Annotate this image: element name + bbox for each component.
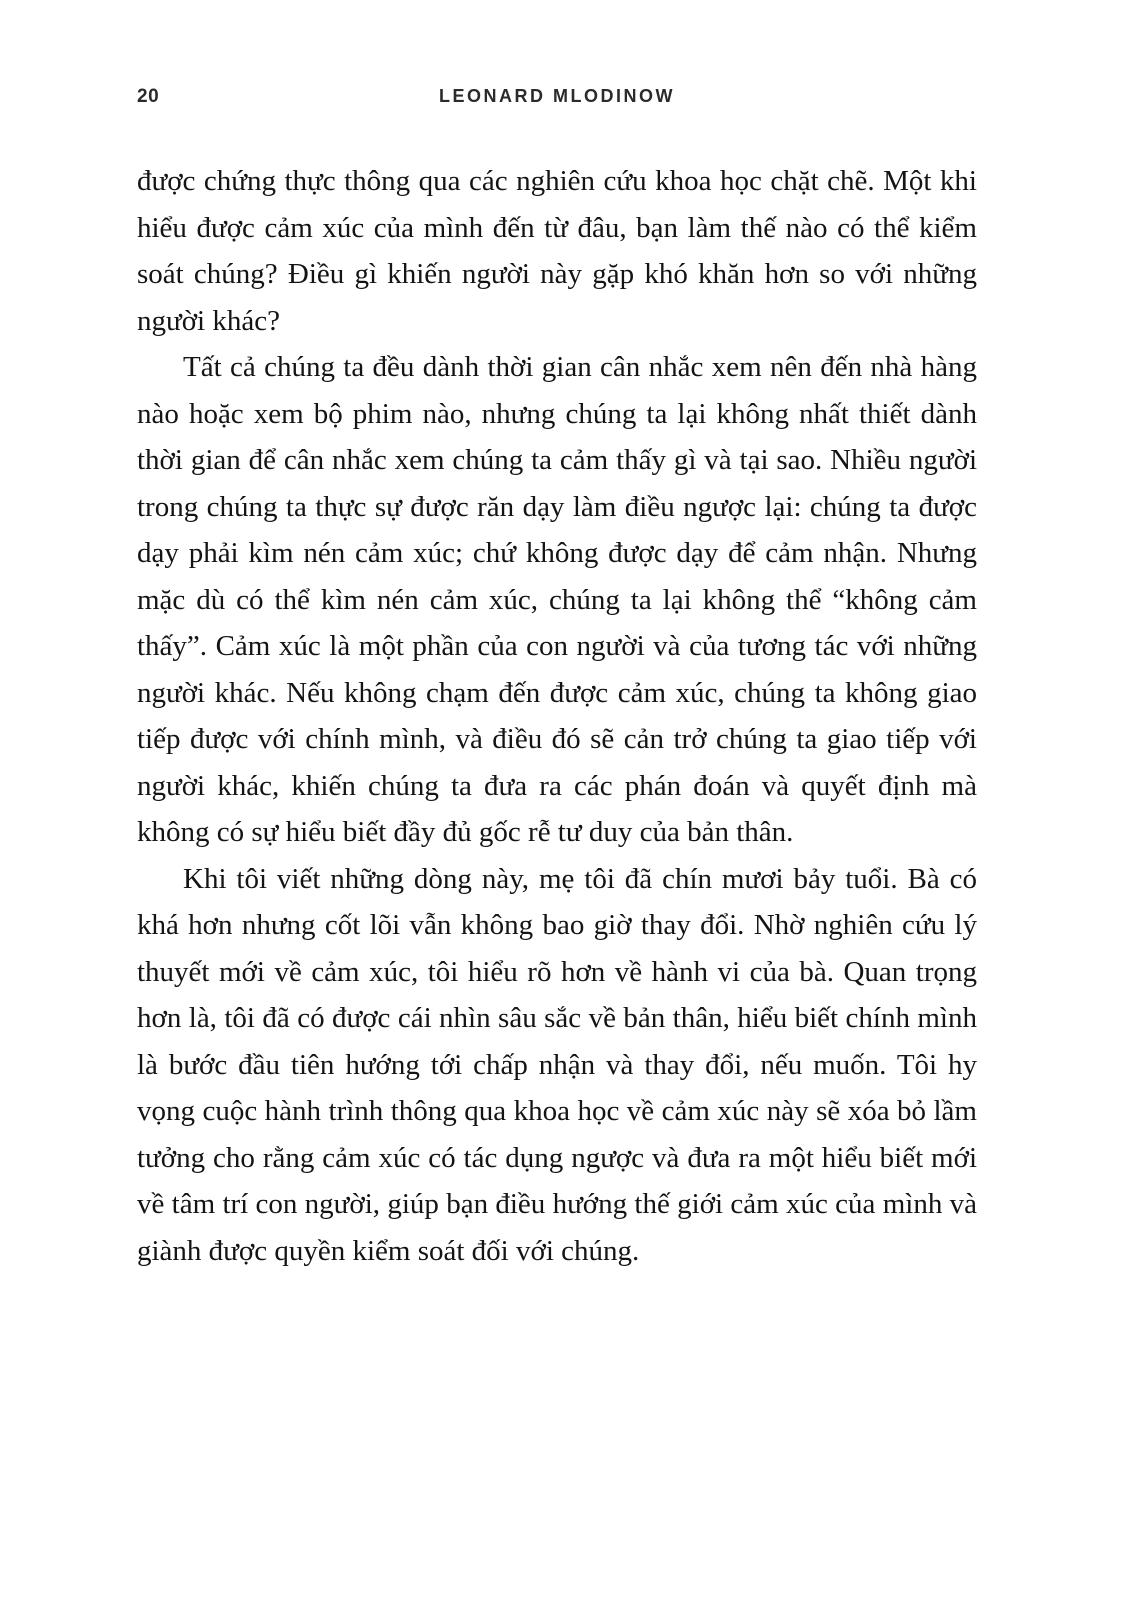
paragraph-1: được chứng thực thông qua các nghiên cứu khoa học chặt chẽ. Một khi hiểu được cảm xúc của mình đến từ đâu, bạn làm thế nào có thể kiểm soát chúng? Điều gì khiến người này gặp khó khăn hơn so với những người khác?: [137, 165, 977, 337]
page-number: 20: [137, 86, 160, 107]
running-header-title: LEONARD MLODINOW: [439, 86, 675, 106]
running-head: [137, 86, 977, 112]
body-text: [137, 158, 977, 1274]
paragraph-3: Khi tôi viết những dòng này, mẹ tôi đã chín mươi bảy tuổi. Bà có khá hơn nhưng cốt lõi vẫn không bao giờ thay đổi. Nhờ nghiên cứu lý thuyết mới về cảm xúc, tôi hiểu rõ hơn về hành vi của bà. Quan trọng hơn là, tôi đã có được cái nhìn sâu sắc về bản thân, hiểu biết chính mình là bước đầu tiên hướng tới chấp nhận và thay đổi, nếu muốn. Tôi hy vọng cuộc hành trình thông qua khoa học về cảm xúc này sẽ xóa bỏ lầm tưởng cho rằng cảm xúc có tác dụng ngược và đưa ra một hiểu biết mới về tâm trí con người, giúp bạn điều hướng thế giới cảm xúc của mình và giành được quyền kiểm soát đối với chúng.: [137, 862, 977, 1267]
paragraph-2: Tất cả chúng ta đều dành thời gian cân nhắc xem nên đến nhà hàng nào hoặc xem bộ phim nào, nhưng chúng ta lại không nhất thiết dành thời gian để cân nhắc xem chúng ta cảm thấy gì và tại sao. Nhiều người trong chúng ta thực sự được răn dạy làm điều ngược lại: chúng ta được dạy phải kìm nén cảm xúc; chứ không được dạy để cảm nhận. Nhưng mặc dù có thể kìm nén cảm xúc, chúng ta lại không thể “không cảm thấy”. Cảm xúc là một phần của con người và của tương tác với những người khác. Nếu không chạm đến được cảm xúc, chúng ta không giao tiếp được với chính mình, và điều đó sẽ cản trở chúng ta giao tiếp với người khác, khiến chúng ta đưa ra các phán đoán và quyết định mà không có sự hiểu biết đầy đủ gốc rễ tư duy của bản thân.: [137, 351, 977, 848]
